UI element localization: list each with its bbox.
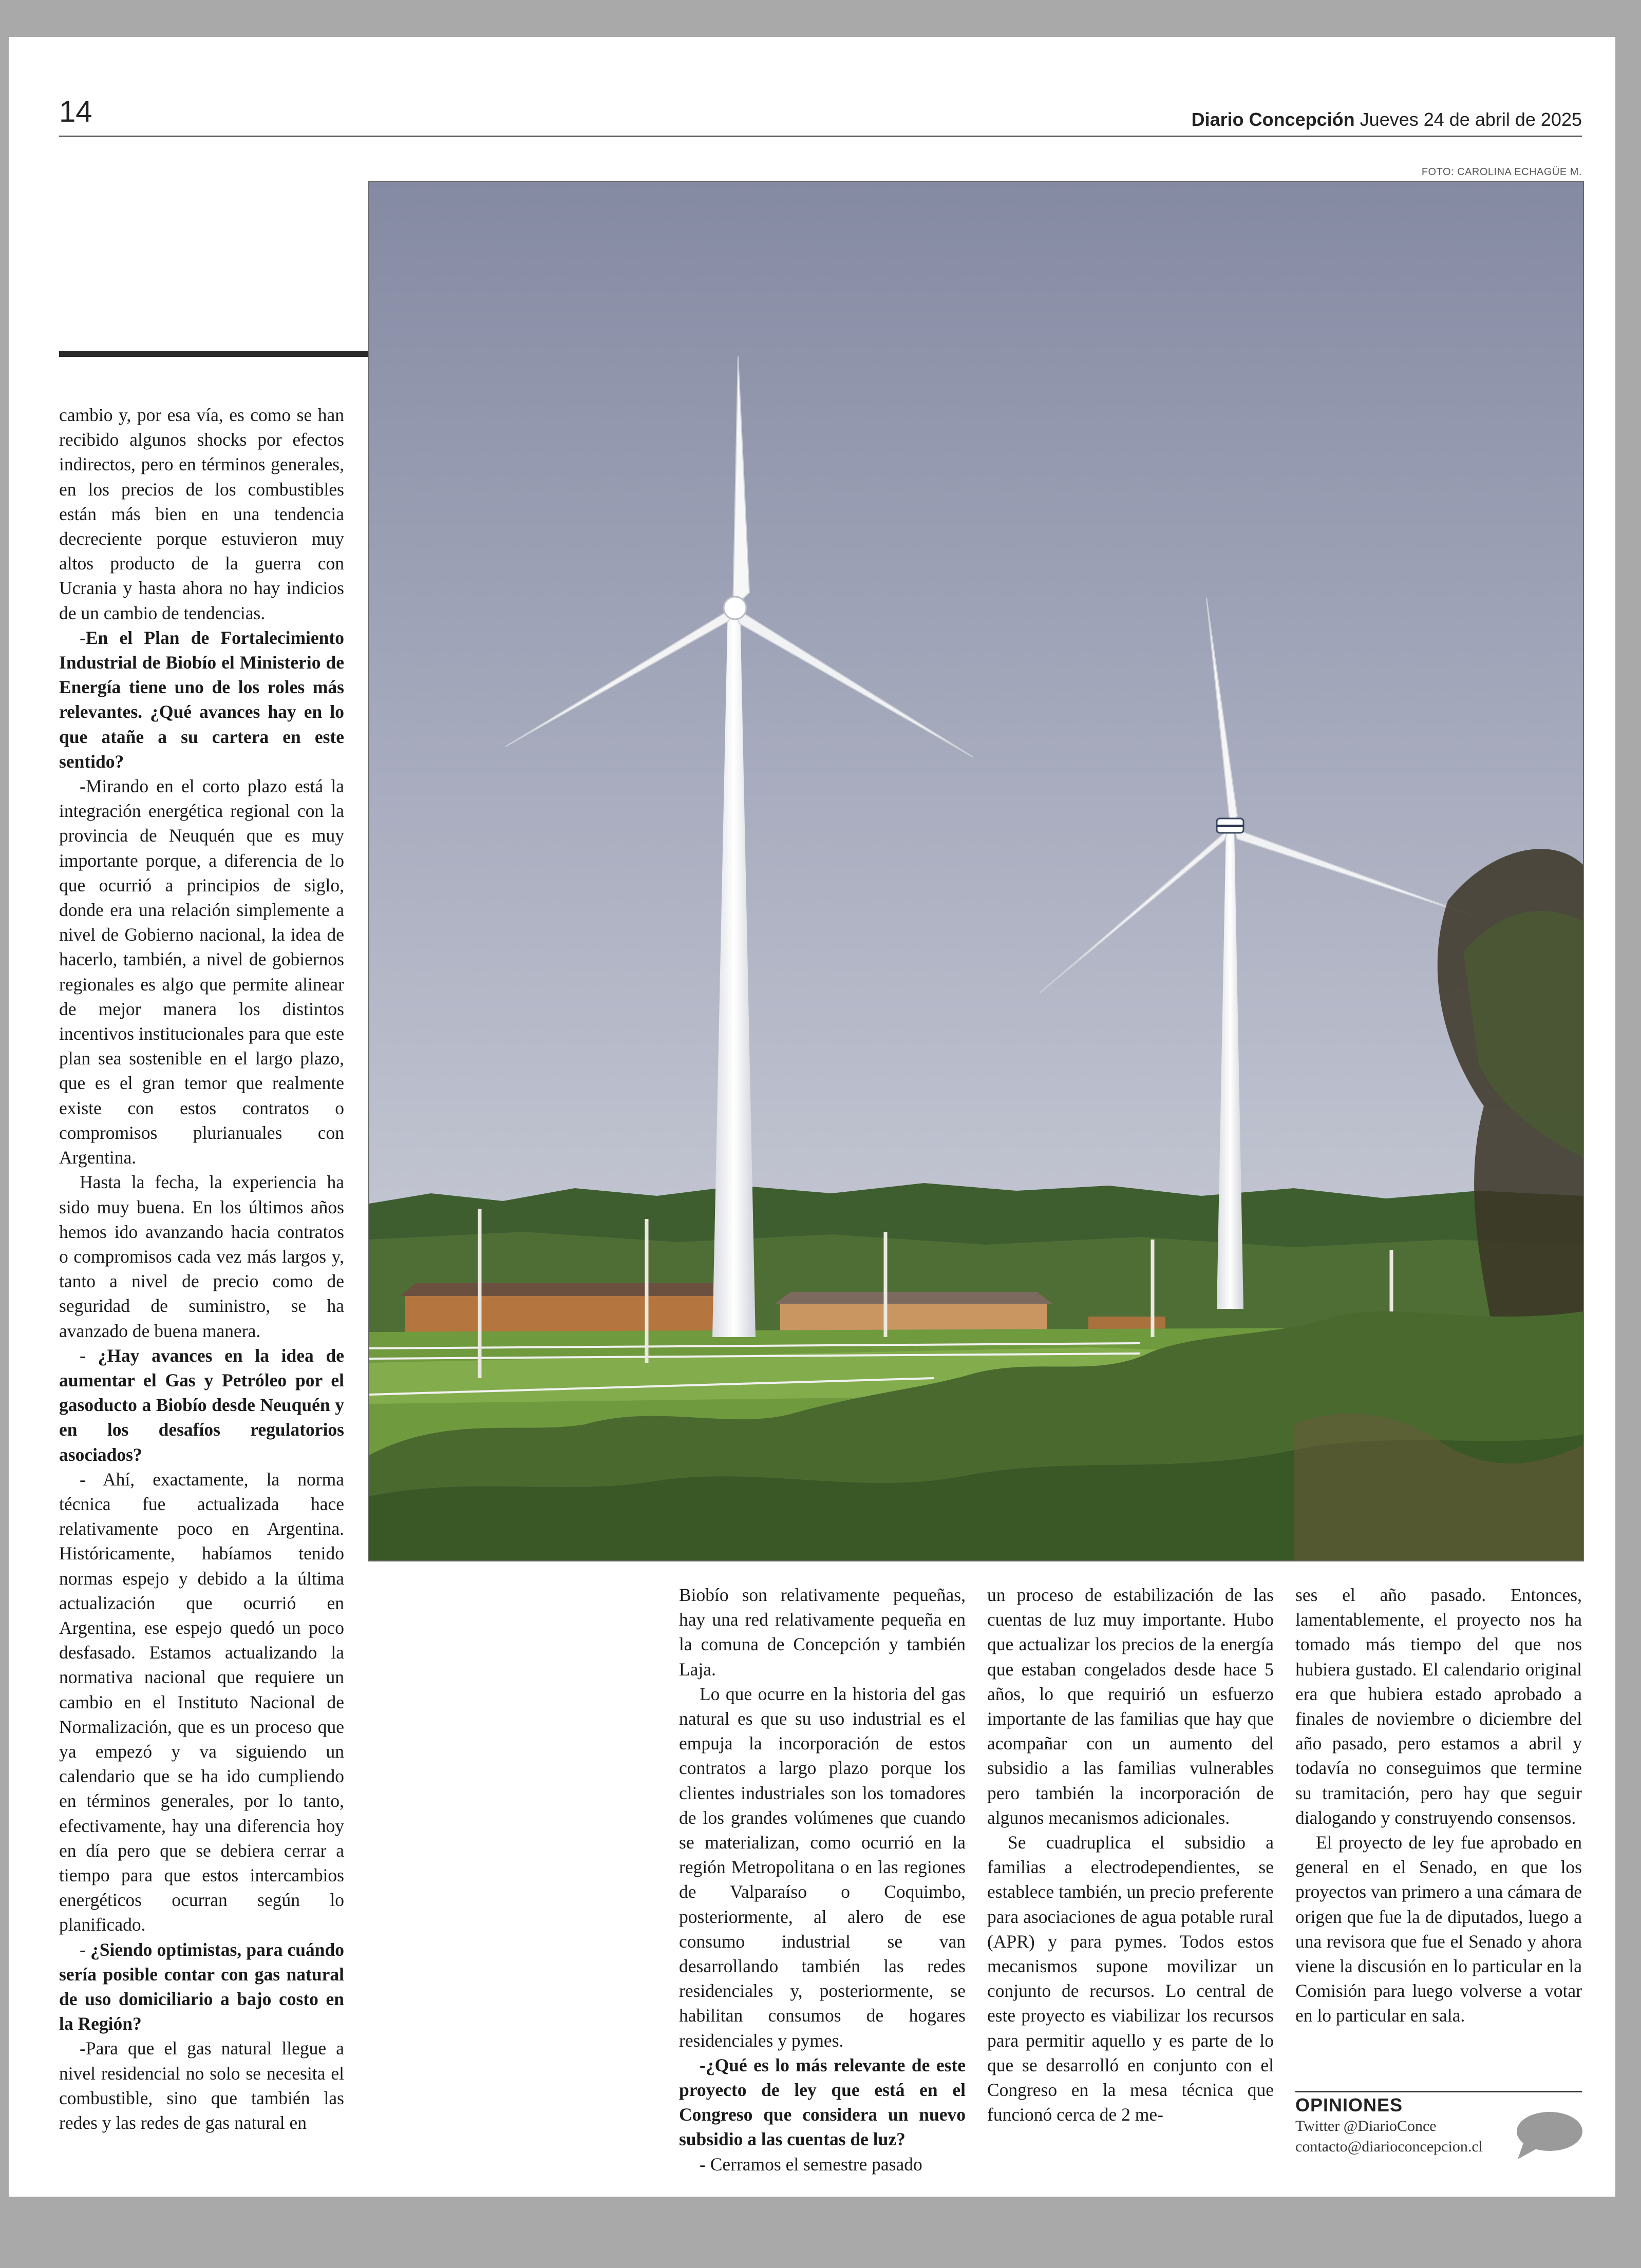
newspaper-name: Diario Concepción [1191,109,1355,130]
interview-question: -¿Qué es lo más relevante de este proyecto de ley que está en el Congreso que considera un nuevo subsidio a las cuentas de luz? [679,2054,966,2150]
paragraph: - Ahí, exactamente, la norma técnica fue actualizada hace relativamente poco en Argentina. Históricamente, habíamos tenido normas espejo y debido a la última actualización que ocurrió en Argentina, ese espejo quedó un poco desfasado. Estamos actualizando la normativa nacional que requiere un cambio en el Instituto Nacional de Normalización, que es un proceso que ya empezó y va siguiendo un calendario que se ha ido cumpliendo en términos generales, por lo tanto, efectivamente, hay una diferencia hoy en día pero que se debiera cerrar a tiempo para que estos intercambios energéticos ocurran según lo planificado. [59,1469,344,1935]
article-column-2 [679,1583,966,2177]
article-column-3 [987,1583,1274,2127]
paragraph: -Mirando en el corto plazo está la integración energética regional con la provincia de Neuquén que es muy importante porque, a diferencia de lo que ocurrió a principios de siglo, donde era una relación simplemente a nivel de Gobierno nacional, la idea de hacerlo, también, a nivel de gobiernos regionales es algo que permite alinear de mejor manera los distintos incentivos institucionales para que este plan sea sostenible en el largo plazo, que es el gran temor que realmente existe con estos contratos o compromisos plurianuales con Argentina. [59,776,344,1168]
paragraph: cambio y, por esa vía, es como se han recibido algunos shocks por efectos indirectos, pero en términos generales, en los precios de los combustibles están más bien en una tendencia decreciente porque estuvieron muy altos producto de la guerra con Ucrania y hasta ahora no hay indicios de un cambio de tendencias. [59,405,344,623]
interview-question: -En el Plan de Fortalecimiento Industrial de Biobío el Ministerio de Energía tiene uno de los roles más relevantes. ¿Qué avances hay en lo que atañe a su cartera en este sentido? [59,627,344,772]
opiniones-rule [1295,2091,1582,2092]
opiniones-email[interactable]: contacto@diarioconcepcion.cl [1295,2138,1483,2155]
section-bar [59,351,368,357]
issue-date: Jueves 24 de abril de 2025 [1360,109,1582,130]
paragraph: Hasta la fecha, la experiencia ha sido muy buena. En los últimos años hemos ido avanzando hacia contratos o compromisos cada vez más largos y, tanto a nivel de precio como de seguridad de suministro, se ha avanzado de buena manera. [59,1172,344,1341]
page-number: 14 [59,95,92,128]
newspaper-page [9,37,1615,2197]
photo-credit: FOTO: CAROLINA ECHAGÜE M. [1421,166,1582,178]
farm-building [405,1296,739,1335]
farm-building [780,1304,1047,1332]
paragraph: Se cuadruplica el subsidio a familias a electrodependientes, se establece también, un precio preferente para asociaciones de agua potable rural (APR) y para pymes. Todos estos mecanismos supone movilizar un conjunto de recursos. Lo central de este proyecto es viabilizar los recursos para permitir aquello y es parte de lo que se desarrolló en conjunto con el Congreso en la mesa técnica que funcionó cerca de 2 me- [987,1832,1274,2125]
paragraph: -Para que el gas natural llegue a nivel residencial no solo se necesita el combustible, sino que también las redes y las redes de gas natural en [59,2038,344,2133]
interview-question: - ¿Siendo optimistas, para cuándo sería posible contar con gas natural de uso domiciliario a bajo costo en la Región? [59,1939,344,2034]
wind-turbines-photo [368,181,1584,1561]
paragraph: - Cerramos el semestre pasado [700,2153,922,2175]
paragraph: un proceso de estabilización de las cuentas de luz muy importante. Hubo que actualizar los precios de la energía que estaban congelados desde hace 5 años, lo que requirió un esfuerzo importante de las familias que hay que acompañar con un aumento del subsidio a las familias vulnerables pero también la incorporación de algunos mecanismos adicionales. [987,1585,1274,1828]
masthead [1192,109,1582,130]
speech-bubble-icon [1514,2110,1583,2161]
opiniones-title: OPINIONES [1295,2094,1403,2115]
paragraph: Lo que ocurre en la historia del gas natural es que su uso industrial es el empuja la incorporación de estos contratos a largo plazo porque los clientes industriales son los tomadores de los grandes volúmenes que cuando se materializan, como ocurrió en la región Metropolitana o en las regiones de Valparaíso o Coquimbo, posteriormente, al alero de ese consumo industrial se van desarrollando también las redes residenciales y, posteriormente, se habilitan consumos de hogares residenciales y pymes. [679,1683,966,2051]
paragraph: El proyecto de ley fue aprobado en general en el Senado, en que los proyectos van primero a una cámara de origen que fue la de diputados, luego a una revisora que fue el Senado y ahora viene la discusión en lo particular en la Comisión para luego volverse a votar en lo particular en sala. [1295,1832,1582,2026]
header-rule [59,136,1582,137]
paragraph: ses el año pasado. Entonces, lamentablemente, el proyecto nos ha tomado más tiempo del que nos hubiera gustado. El calendario original era que hubiera estado aprobado a finales de noviembre o diciembre del año pasado, pero estamos a abril y todavía no conseguimos que termine su tramitación, pero hay que seguir dialogando y construyendo consensos. [1295,1585,1582,1828]
wind-turbines-illustration [369,182,1583,1560]
article-column-1 [59,403,344,2135]
article-column-4 [1295,1583,1582,2028]
opiniones-twitter[interactable]: Twitter @DiarioConce [1295,2118,1437,2134]
paragraph: Biobío son relativamente pequeñas, hay una red relativamente pequeña en la comuna de Concepción y también Laja. [679,1585,966,1680]
interview-question: - ¿Hay avances en la idea de aumentar el Gas y Petróleo por el gasoducto a Biobío desde Neuquén y en los desafíos regulatorios asociados? [59,1345,344,1465]
